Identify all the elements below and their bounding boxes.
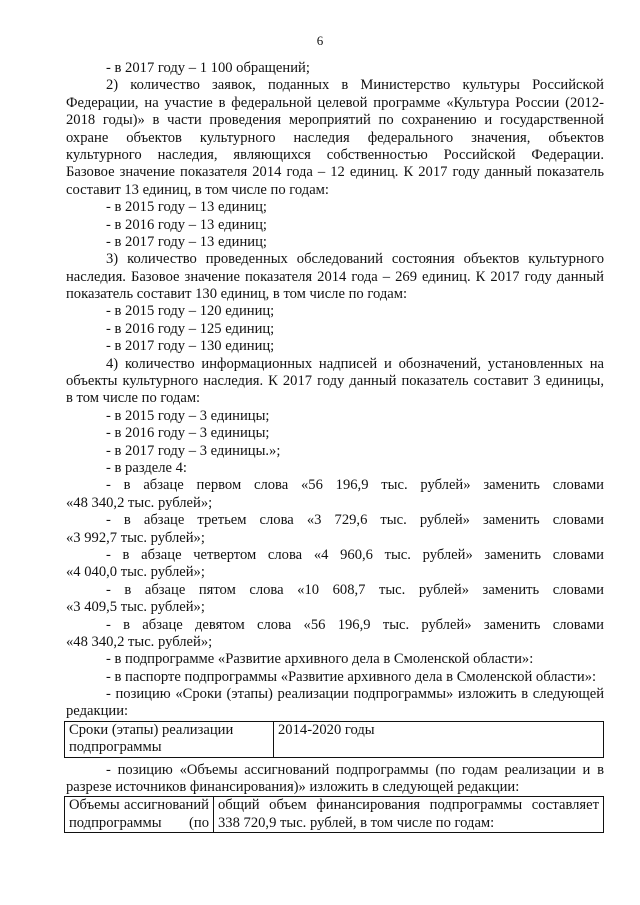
text-line: - в абзаце третьем слова «3 729,6 тыс. рублей» заменить словами bbox=[106, 512, 604, 529]
text-line: - позицию «Объемы ассигнований подпрограммы (по годам реализации и в bbox=[106, 761, 604, 778]
text-line: «48 340,2 тыс. рублей»; bbox=[66, 633, 213, 650]
text-line: - в 2017 году – 1 100 обращений; bbox=[106, 60, 310, 76]
text-line: - в абзаце девятом слова «56 196,9 тыс. рублей» заменить словами bbox=[106, 616, 604, 633]
text-line: составит 13 единиц, в том числе по годам: bbox=[66, 181, 329, 198]
text-line: 2018 годы)» в части проведения мероприятий по сохранению и государственной bbox=[66, 112, 604, 129]
table-cell: Объемы ассигнований подпрограммы (по bbox=[65, 797, 214, 833]
text-line: - в абзаце первом слова «56 196,9 тыс. рублей» заменить словами bbox=[106, 477, 604, 494]
funding-table bbox=[64, 796, 604, 833]
text-line: - в 2016 году – 125 единиц; bbox=[106, 320, 275, 337]
text-line: - в паспорте подпрограммы «Развитие архивного дела в Смоленской области»: bbox=[106, 668, 597, 685]
text-line: - в 2017 году – 3 единицы.»; bbox=[106, 442, 281, 459]
text-line: наследия. Базовое значение показателя 2014 года – 269 единиц. К 2017 году данный bbox=[66, 268, 604, 285]
table-row bbox=[65, 797, 604, 833]
text-line: редакции: bbox=[66, 703, 129, 720]
terms-table bbox=[64, 721, 604, 758]
text-line: «3 409,5 тыс. рублей»; bbox=[66, 599, 205, 616]
text-line: - в абзаце четвертом слова «4 960,6 тыс. рублей» заменить словами bbox=[106, 546, 604, 563]
text-line: - в 2016 году – 3 единицы; bbox=[106, 425, 270, 442]
text-line: - в 2015 году – 120 единиц; bbox=[106, 303, 275, 320]
table-cell: 2014-2020 годы bbox=[274, 721, 604, 757]
table-row bbox=[65, 721, 604, 757]
text-line: объекты культурного наследия. К 2017 году данный показатель составит 3 единицы, bbox=[66, 373, 604, 390]
text-line: - в 2017 году – 13 единиц; bbox=[106, 233, 267, 250]
text-line: - позицию «Сроки (этапы) реализации подпрограммы» изложить в следующей bbox=[106, 686, 604, 703]
text-line: - в 2017 году – 130 единиц; bbox=[106, 338, 275, 355]
text-line: 2) количество заявок, поданных в Министерство культуры Российской bbox=[106, 77, 604, 94]
text-line: - в разделе 4: bbox=[106, 459, 187, 476]
text-line: Базовое значение показателя 2014 года – 12 единиц. К 2017 году данный показатель bbox=[66, 164, 604, 181]
text-line: - в 2015 году – 13 единиц; bbox=[106, 199, 267, 216]
text-line: «48 340,2 тыс. рублей»; bbox=[66, 494, 213, 511]
page-number: 6 bbox=[316, 33, 324, 48]
text-line: разрезе источников финансирования)» изложить в следующей редакции: bbox=[66, 779, 520, 796]
text-line: «3 992,7 тыс. рублей»; bbox=[66, 529, 205, 546]
table-cell: Сроки (этапы) реализации подпрограммы bbox=[65, 721, 274, 757]
text-line: - в 2016 году – 13 единиц; bbox=[106, 216, 267, 233]
text-line: 4) количество информационных надписей и обозначений, установленных на bbox=[106, 355, 604, 372]
table-cell: общий объем финансирования подпрограммы составляет 338 720,9 тыс. рублей, в том числе по годам: bbox=[214, 797, 604, 833]
text-line: - в подпрограмме «Развитие архивного дела в Смоленской области»: bbox=[106, 651, 534, 668]
text-line: в том числе по годам: bbox=[66, 390, 201, 407]
text-line: 3) количество проведенных обследований состояния объектов культурного bbox=[106, 251, 604, 268]
text-line: - в абзаце пятом слова «10 608,7 тыс. рублей» заменить словами bbox=[106, 581, 604, 598]
document-body bbox=[66, 60, 604, 833]
text-line: - в 2015 году – 3 единицы; bbox=[106, 407, 270, 424]
text-line: охране объектов культурного наследия федерального значения, объектов bbox=[66, 129, 604, 146]
text-line: «4 040,0 тыс. рублей»; bbox=[66, 564, 205, 581]
text-line: культурного наследия, являющихся собственностью Российской Федерации. bbox=[66, 146, 604, 163]
text-line: Федерации, на участие в федеральной целевой программе «Культура России (2012- bbox=[66, 94, 604, 111]
text-line: показатель составит 130 единиц, в том числе по годам: bbox=[66, 286, 408, 303]
